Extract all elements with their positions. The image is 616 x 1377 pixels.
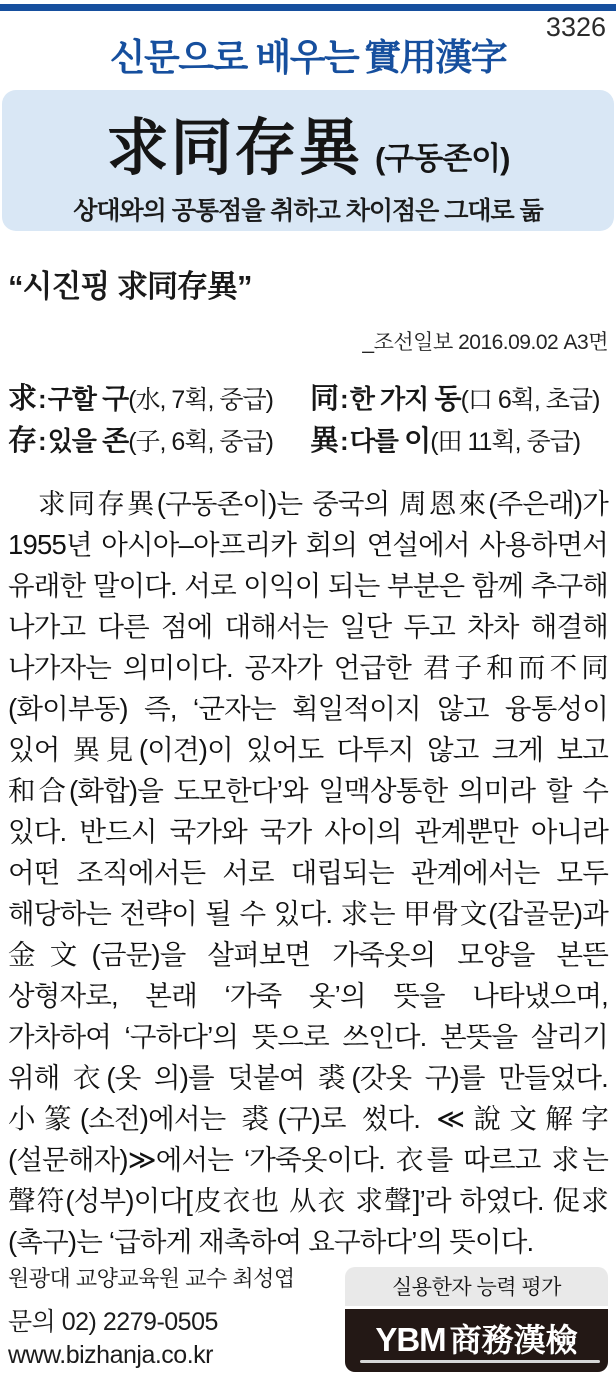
- entry-sound: 이: [404, 425, 431, 456]
- headword-line: [2, 98, 614, 187]
- entry-hanja: 異: [310, 425, 339, 457]
- quote-source: _조선일보 2016.09.02 A3면: [362, 331, 608, 354]
- badge-hanja-text: 商務漢檢: [449, 1322, 578, 1358]
- entry-colon: :: [38, 426, 46, 456]
- entry-detail: (水, 7획, 중급): [128, 386, 274, 414]
- character-entry-i: [310, 424, 610, 459]
- badge-shadow: [360, 1360, 600, 1363]
- column-title-hanja: 實用漢字: [364, 38, 507, 79]
- entry-meaning: 구할: [47, 384, 96, 414]
- ybm-exam-badge: [345, 1267, 608, 1372]
- entry-colon: :: [38, 384, 46, 414]
- entry-detail: (口 6획, 초급): [460, 386, 600, 414]
- website-line: www.bizhanja.co.kr: [8, 1341, 213, 1369]
- headword-hanja: 求同存異: [106, 115, 363, 183]
- badge-caption: 실용한자 능력 평가: [345, 1267, 608, 1306]
- character-definition-grid: [8, 382, 610, 459]
- entry-hanja: 求: [8, 383, 37, 415]
- footer-credits: [8, 1262, 295, 1370]
- headword-reading: (구동존이): [375, 141, 510, 176]
- entry-colon: :: [340, 426, 348, 456]
- author-line: 원광대 교양교육원 교수 최성엽: [8, 1266, 295, 1291]
- character-entry-dong: [310, 382, 610, 417]
- top-divider-rule: [0, 4, 616, 11]
- badge-brand-text: YBM: [375, 1321, 446, 1358]
- entry-hanja: 同: [310, 383, 339, 415]
- entry-meaning: 다를: [349, 426, 398, 456]
- entry-meaning: 있을: [47, 426, 96, 456]
- headword-meaning: 상대와의 공통점을 취하고 차이점은 그대로 둚: [73, 197, 543, 225]
- headline-quote: “시진핑 求同存異”: [8, 269, 252, 304]
- headword-box: [2, 90, 614, 231]
- column-title: [110, 27, 506, 81]
- entry-sound: 존: [102, 425, 129, 456]
- entry-detail: (子, 6획, 중급): [128, 428, 274, 456]
- entry-colon: :: [340, 384, 348, 414]
- article-body: 求同存異(구동존이)는 중국의 周恩來(주은래)가 1955년 아시아–아프리카 회의 연설에서 사용하면서 유래한 말이다. 서로 이익이 되는 부분은 함께 추구해 나가고 다른 점에 대해서는 일단 두고 차차 해결해 나가자는 의미이다. 공자가 언급한 君子和而不同(화이부동) 즉, ‘군자는 획일적이지 않고 융통성이 있어 異見(이견)이 있어도 다투지 않고 크게 보고 和合(화합)을 도모한다’와 일맥상통한 의미라 할 수 있다. 반드시 국가와 국가 사이의 관계뿐만 아니라 어떤 조직에서든 서로 대립되는 관계에서는 모두 해당하는 전략이 될 수 있다. 求는 甲骨文(갑골문)과 金文(금문)을 살펴보면 가죽옷의 모양을 본뜬 상형자로, 본래 ‘가죽 옷’의 뜻을 나타냈으며, 가차하여 ‘구하다’의 뜻으로 쓰인다. 본뜻을 살리기 위해 衣(옷 의)를 덧붙여 裘(갓옷 구)를 만들었다. 小篆(소전)에서는 裘(구)로 썼다. ≪說文解字(설문해자)≫에서는 ‘가죽옷이다. 衣를 따르고 求는 聲符(성부)이다[皮衣也 从衣 求聲]’라 하였다. 促求(촉구)는 ‘급하게 재촉하여 요구하다’의 뜻이다.: [8, 488, 608, 1257]
- entry-meaning: 한 가지: [349, 384, 429, 414]
- entry-detail: (田 11획, 중급): [430, 428, 581, 456]
- column-header: [0, 27, 616, 81]
- entry-sound: 구: [102, 383, 129, 414]
- contact-line: 문의 02) 2279-0505: [8, 1308, 218, 1336]
- column-title-korean: 신문으로 배우는: [109, 37, 359, 78]
- character-entry-gu: [8, 382, 310, 417]
- entry-sound: 동: [434, 383, 461, 414]
- entry-hanja: 存: [8, 425, 37, 457]
- issue-number: 3326: [545, 12, 606, 42]
- character-entry-jon: [8, 424, 310, 459]
